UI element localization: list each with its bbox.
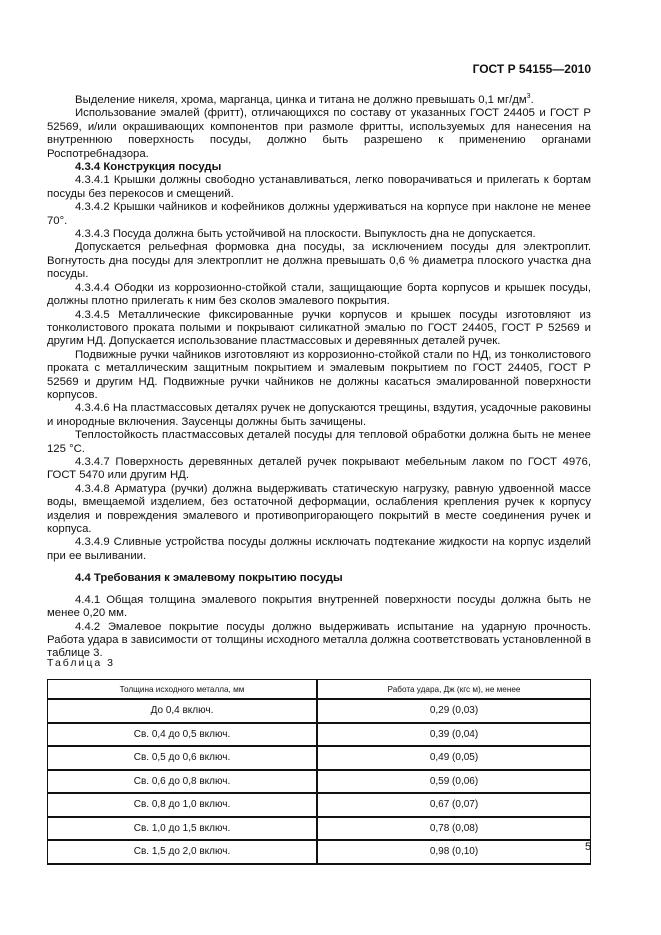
- table-header-row: [48, 680, 591, 700]
- column-header: Толщина исходного металла, мм: [48, 680, 318, 700]
- table-cell: Св. 0,6 до 0,8 включ.: [48, 770, 318, 794]
- paragraph: 4.4.2 Эмалевое покрытие посуды должно выдерживать испытание на ударную прочность. Работа удара в зависимости от толщины исходного металла должна соответствовать установленной в таблице 3.: [47, 620, 591, 660]
- paragraph: 4.3.4.7 Поверхность деревянных деталей ручек покрывают мебельным лаком по ГОСТ 4976, ГОСТ 5470 или другим НД.: [47, 455, 591, 482]
- superscript: 3: [526, 93, 531, 101]
- table-row: [48, 699, 591, 723]
- paragraph-text: .: [530, 94, 534, 106]
- table-row: [48, 770, 591, 794]
- paragraph: 4.4.1 Общая толщина эмалевого покрытия внутренней поверхности посуды должна быть не менее 0,20 мм.: [47, 593, 591, 620]
- paragraph: 4.3.4.8 Арматура (ручки) должна выдерживать статическую нагрузку, равную удвоенной массе воды, вмещаемой изделием, без остаточной деформации, ослабления крепления ручек к корпусу изделия и повреждения эмалевого и противопригорающего покрытий в месте соединения ручек и корпуса.: [47, 482, 591, 535]
- section-heading: 4.3.4 Конструкция посуды: [75, 161, 222, 174]
- table-row: [48, 793, 591, 817]
- page-number: 5: [585, 841, 592, 853]
- table-cell: 0,78 (0,08): [317, 817, 591, 841]
- impact-work-table: [47, 679, 591, 865]
- document-id-header: ГОСТ Р 54155—2010: [472, 62, 591, 76]
- paragraph: 4.3.4.1 Крышки должны свободно устанавливаться, легко поворачиваться и прилегать к бортам посуды без перекосов и смещений.: [47, 174, 591, 200]
- paragraph: Использование эмалей (фритт), отличающихся по составу от указанных ГОСТ 24405 и ГОСТ Р 52569, и/или окрашивающих компонентов при размоле фритты, используемых для нанесения на внутреннюю поверхность посуды, должно быть разрешено к применению органами Роспотребнадзора.: [47, 107, 591, 160]
- table-row: [48, 840, 591, 864]
- table-cell: 0,67 (0,07): [317, 793, 591, 817]
- table-row: [48, 723, 591, 747]
- section-heading: 4.4 Требования к эмалевому покрытию посуды: [75, 571, 343, 584]
- paragraph: 4.3.4.9 Сливные устройства посуды должны исключать подтекание жидкости на корпус изделий при ее выливании.: [47, 536, 591, 562]
- paragraph: [47, 94, 591, 107]
- paragraph-text: Выделение никеля, хрома, марганца, цинка и титана не должно превышать 0,1 мг/дм: [75, 94, 527, 106]
- paragraph: 4.3.4.2 Крышки чайников и кофейников должны удерживаться на корпусе при наклоне не менее 70°.: [47, 201, 591, 227]
- table-cell: 0,98 (0,10): [317, 840, 591, 864]
- column-header: Работа удара, Дж (кгс м), не менее: [317, 680, 591, 700]
- paragraph: Допускается рельефная формовка дна посуды, за исключением посуды для электроплит. Вогнутость дна посуды для электроплит не должна превышать 0,6 % диаметра плоского участка дна посуды.: [47, 241, 591, 281]
- table-cell: 0,59 (0,06): [317, 770, 591, 794]
- table-cell: Св. 0,8 до 1,0 включ.: [48, 793, 318, 817]
- table-row: [48, 746, 591, 770]
- table-cell: Св. 1,0 до 1,5 включ.: [48, 817, 318, 841]
- paragraph: 4.3.4.4 Ободки из коррозионно-стойкой стали, защищающие борта корпусов и крышек посуды, должны плотно прилегать к ним без сколов эмалевого покрытия.: [47, 281, 591, 308]
- table-cell: 0,29 (0,03): [317, 699, 591, 723]
- table-cell: 0,49 (0,05): [317, 746, 591, 770]
- document-body: [47, 94, 591, 661]
- table-row: [48, 817, 591, 841]
- paragraph: 4.3.4.5 Металлические фиксированные ручки корпусов и крышек посуды изготовляют из тонколистового проката полыми и покрывают силикатной эмалью по ГОСТ 24405, ГОСТ Р 52569 и другим НД. Допускается использование пластмассовых и деревянных деталей ручек.: [47, 308, 591, 348]
- table-caption: Таблица 3: [47, 657, 115, 669]
- paragraph: Подвижные ручки чайников изготовляют из коррозионно-стойкой стали по НД, из тонколистового проката с металлическим защитным покрытием и эмалевым покрытием по ГОСТ 24405, ГОСТ Р 52569 и другим НД. Подвижные ручки чайников не должны касаться эмалированной поверхности корпусов.: [47, 348, 591, 401]
- table-cell: Св. 0,4 до 0,5 включ.: [48, 723, 318, 747]
- table-cell: 0,39 (0,04): [317, 723, 591, 747]
- table-cell: Св. 0,5 до 0,6 включ.: [48, 746, 318, 770]
- paragraph: Теплостойкость пластмассовых деталей посуды для тепловой обработки должна быть не менее 125 °С.: [47, 429, 591, 455]
- table-cell: Св. 1,5 до 2,0 включ.: [48, 840, 318, 864]
- paragraph: 4.3.4.3 Посуда должна быть устойчивой на плоскости. Выпуклость дна не допускается.: [75, 228, 536, 241]
- paragraph: 4.3.4.6 На пластмассовых деталях ручек не допускаются трещины, вздутия, усадочные раковины и инородные включения. Заусенцы должны быть зачищены.: [47, 402, 591, 428]
- table-cell: До 0,4 включ.: [48, 699, 318, 723]
